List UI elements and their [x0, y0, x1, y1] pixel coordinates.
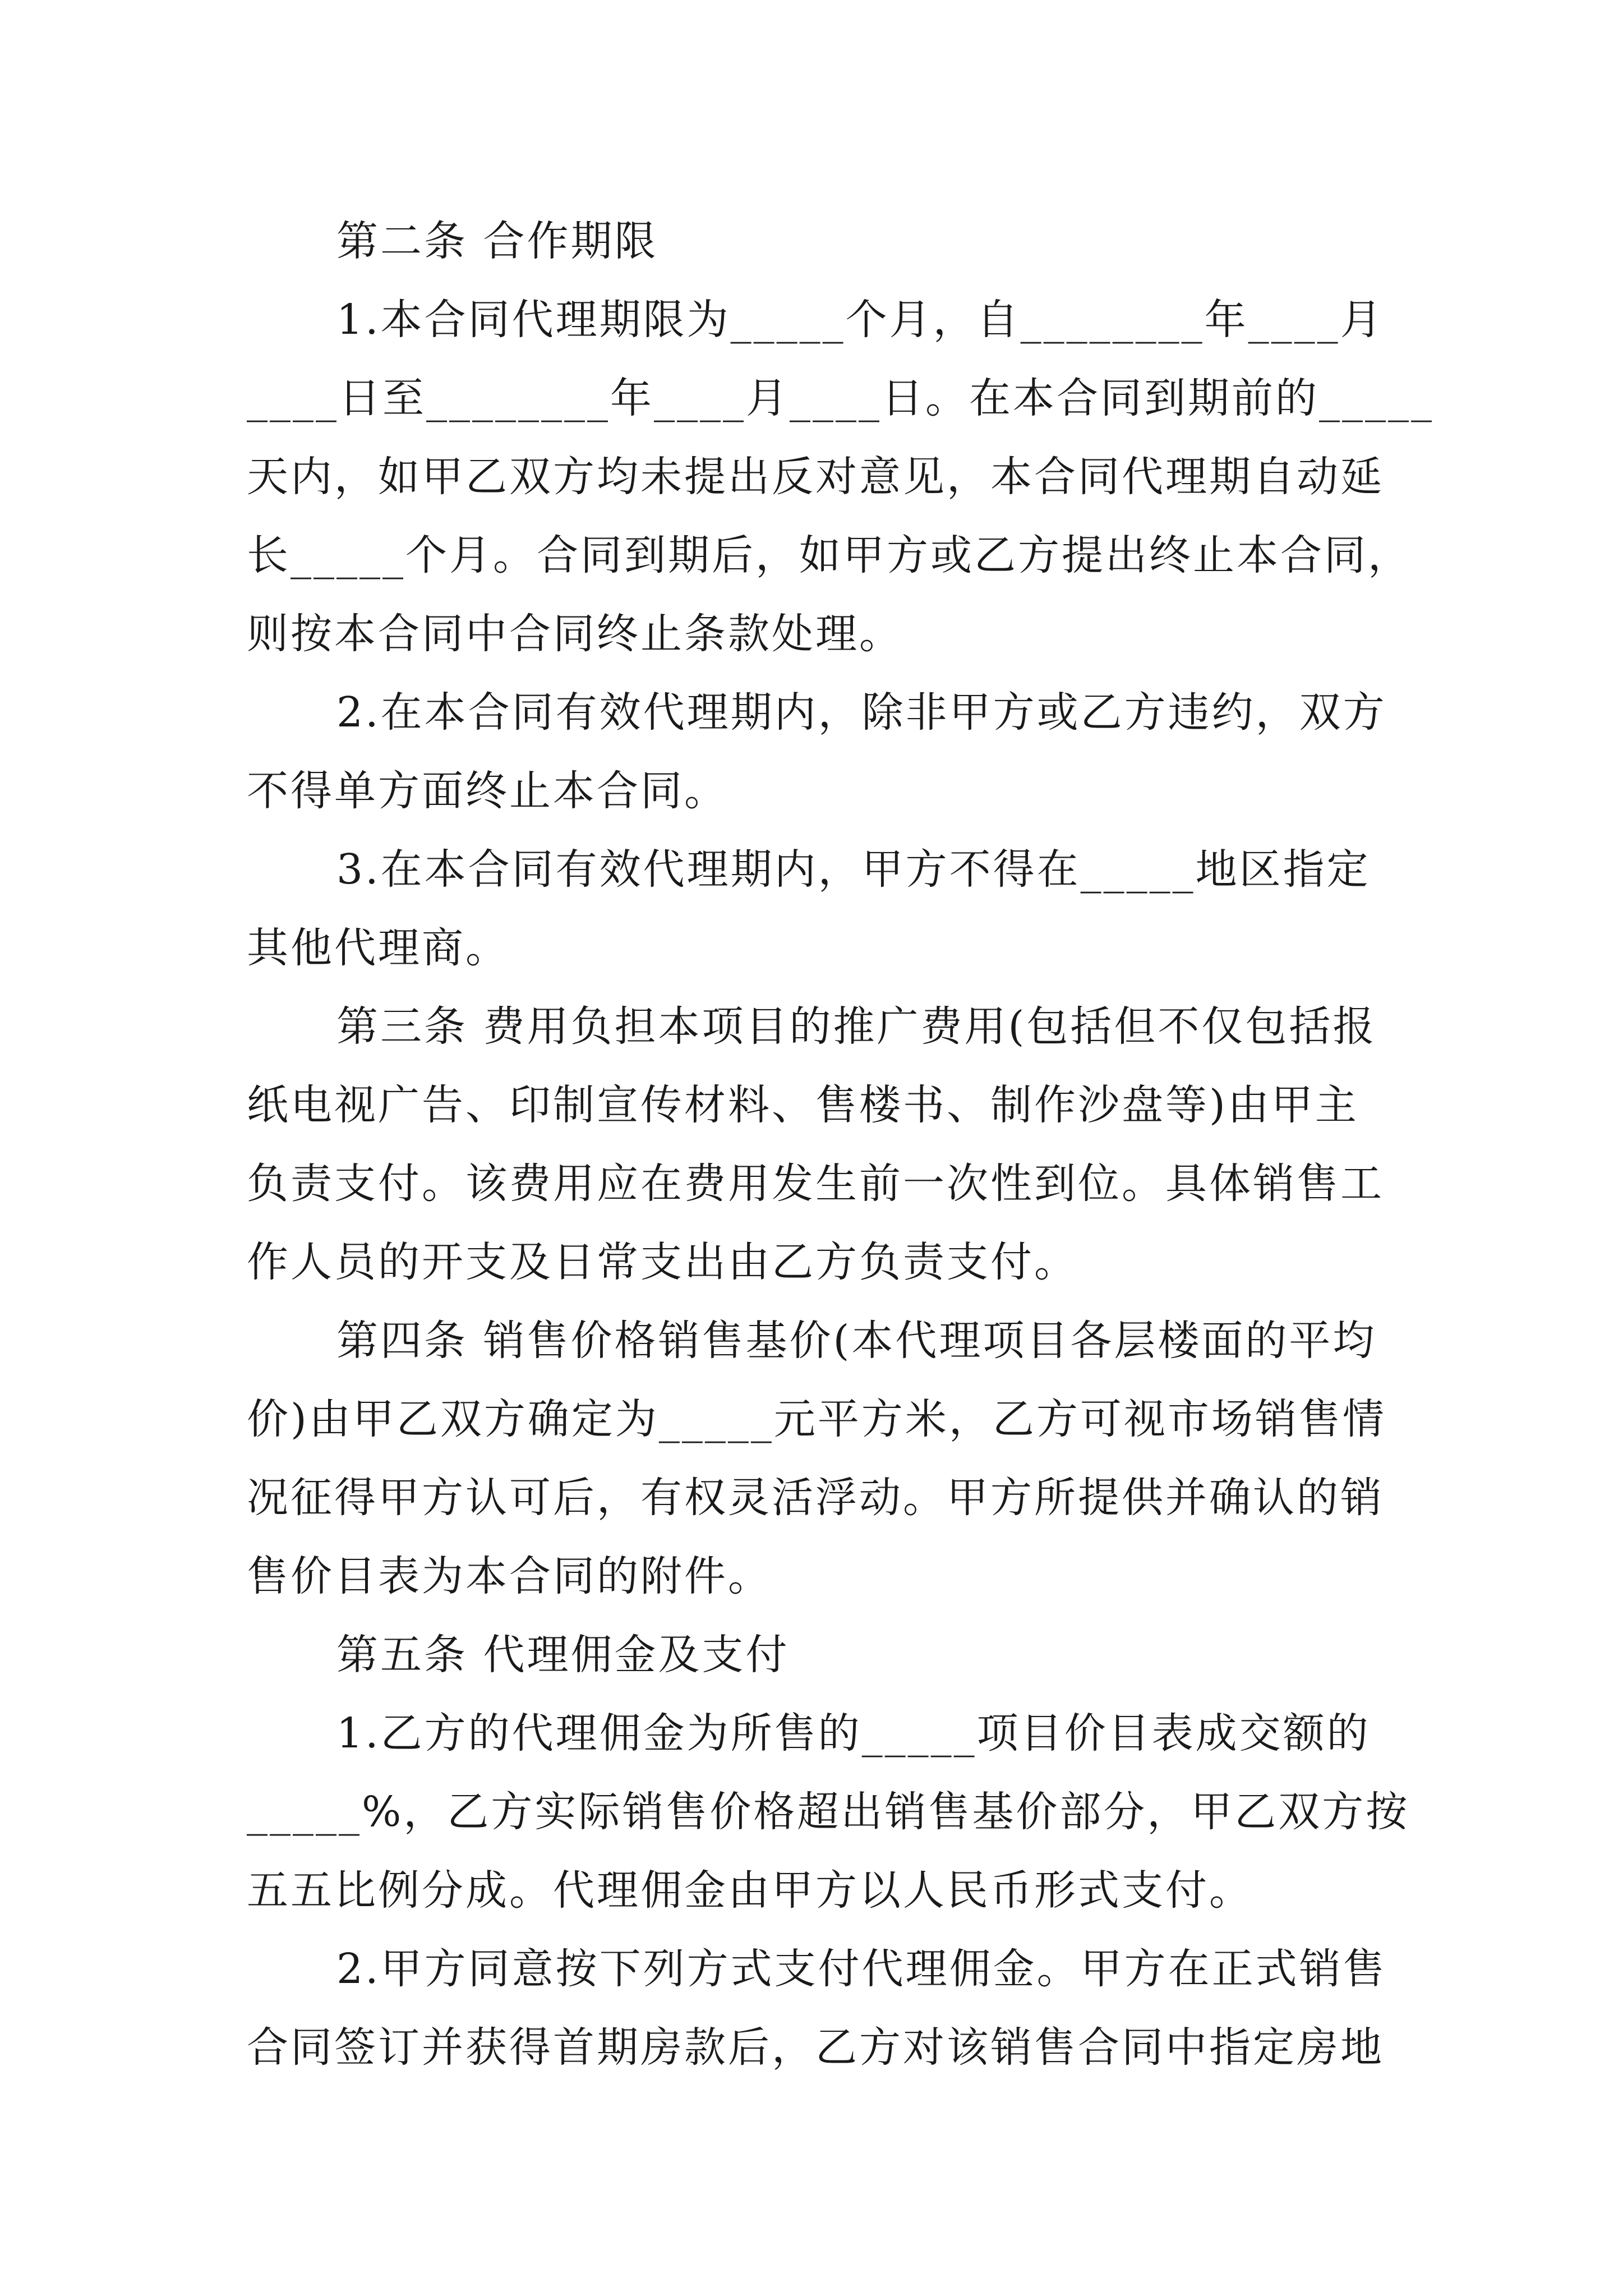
text-line: 售价目表为本合同的附件。: [247, 1552, 772, 1600]
text-line: 不得单方面终止本合同。: [247, 767, 728, 815]
heading-article-5: [0, 1613, 1623, 1697]
text-line: 纸电视广告、印制宣传材料、售楼书、制作沙盘等)由甲主: [247, 1081, 1359, 1129]
text-line: 况征得甲方认可后，有权灵活浮动。甲方所提供并确认的销: [247, 1474, 1384, 1522]
paragraph-line: [0, 356, 1623, 440]
paragraph-line: [0, 592, 1623, 676]
text-line: 合同签订并获得首期房款后，乙方对该销售合同中指定房地: [247, 2023, 1384, 2072]
paragraph-line: [0, 1534, 1623, 1618]
paragraph-line: [0, 2005, 1623, 2090]
paragraph-line: [0, 278, 1623, 362]
paragraph-line: [0, 1691, 1623, 1775]
paragraph-line: [0, 749, 1623, 833]
text-line: 其他代理商。: [247, 924, 509, 972]
text-line: 负责支付。该费用应在费用发生前一次性到位。具体销售工: [247, 1159, 1384, 1208]
heading-article-4: [0, 1299, 1623, 1383]
paragraph-line: [0, 670, 1623, 754]
paragraph-line: [0, 1456, 1623, 1540]
text-line: 3.在本合同有效代理期内，甲方不得在_____地区指定: [336, 845, 1371, 894]
text-line: 五五比例分成。代理佣金由甲方以人民币形式支付。: [247, 1866, 1253, 1915]
paragraph-line: [0, 906, 1623, 990]
text-line: 第四条 销售价格销售基价(本代理项目各层楼面的平均: [336, 1317, 1377, 1365]
text-line: 2.甲方同意按下列方式支付代理佣金。甲方在正式销售: [336, 1945, 1387, 1993]
text-line: _____%，乙方实际销售价格超出销售基价部分，甲乙双方按: [247, 1788, 1410, 1836]
text-line: 第二条 合作期限: [336, 217, 658, 265]
text-line: 第五条 代理佣金及支付: [336, 1631, 790, 1679]
text-line: ____日至________年____月____日。在本合同到期前的_____: [247, 374, 1434, 422]
text-line: 作人员的开支及日常支出由乙方负责支付。: [247, 1238, 1078, 1286]
heading-article-2: [0, 199, 1623, 283]
paragraph-line: [0, 827, 1623, 912]
paragraph-line: [0, 1377, 1623, 1461]
text-line: 第三条 费用负担本项目的推广费用(包括但不仅包括报: [336, 1002, 1377, 1051]
paragraph-line: [0, 1770, 1623, 1854]
paragraph-line: [0, 1220, 1623, 1304]
paragraph-line: [0, 1927, 1623, 2011]
heading-article-3: [0, 984, 1623, 1069]
text-line: 价)由甲乙双方确定为_____元平方米，乙方可视市场销售情: [247, 1395, 1386, 1443]
paragraph-line: [0, 1142, 1623, 1226]
paragraph-line: [0, 513, 1623, 597]
text-line: 1.本合同代理期限为_____个月，自________年____月: [336, 296, 1384, 344]
paragraph-line: [0, 1063, 1623, 1147]
text-line: 2.在本合同有效代理期内，除非甲方或乙方违约，双方: [336, 688, 1387, 737]
text-line: 则按本合同中合同终止条款处理。: [247, 610, 903, 658]
paragraph-line: [0, 1848, 1623, 1932]
text-line: 1.乙方的代理佣金为所售的_____项目价目表成交额的: [336, 1709, 1371, 1757]
paragraph-line: [0, 435, 1623, 519]
text-line: 天内，如甲乙双方均未提出反对意见，本合同代理期自动延: [247, 453, 1384, 501]
text-line: 长_____个月。合同到期后，如甲方或乙方提出终止本合同，: [247, 531, 1412, 579]
